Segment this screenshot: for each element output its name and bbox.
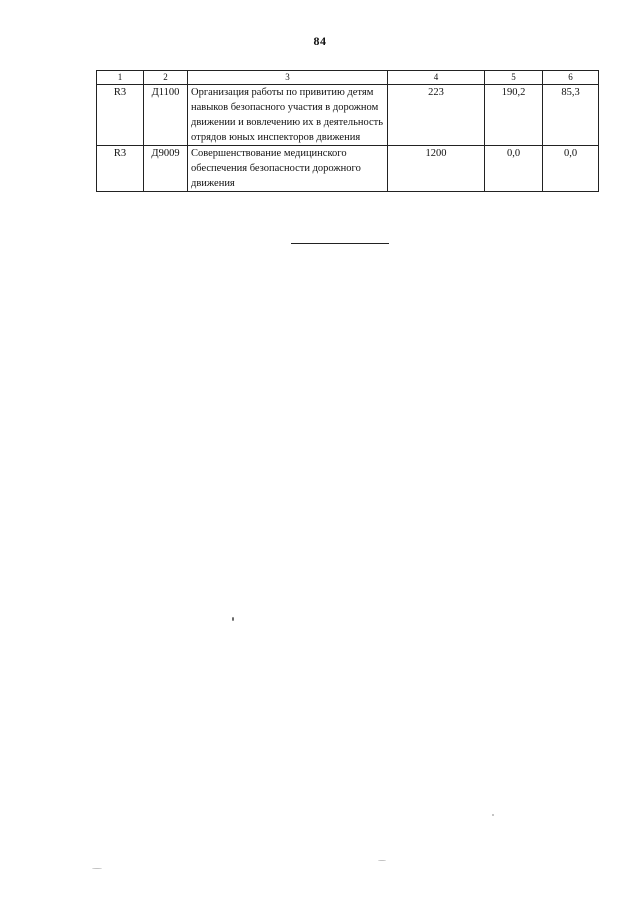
table-row (97, 146, 599, 192)
end-rule (291, 243, 389, 244)
column-header: 5 (485, 71, 543, 85)
row-code: R3 (97, 146, 144, 192)
row-value-col4: 1200 (388, 146, 485, 192)
column-header: 4 (388, 71, 485, 85)
column-header: 6 (543, 71, 599, 85)
row-value-col5: 190,2 (485, 85, 543, 146)
column-header: 1 (97, 71, 144, 85)
page-number: 84 (313, 34, 327, 48)
scan-speck (92, 868, 102, 869)
table-row (97, 85, 599, 146)
column-header: 3 (188, 71, 388, 85)
row-description: Совершенствование медицинского обеспечения безопасности дорожного движения (188, 146, 388, 192)
scan-speck (232, 617, 234, 621)
row-value-col5: 0,0 (485, 146, 543, 192)
row-id: Д1100 (144, 85, 188, 146)
scan-speck (378, 860, 386, 861)
row-id: Д9009 (144, 146, 188, 192)
column-header: 2 (144, 71, 188, 85)
row-code: R3 (97, 85, 144, 146)
row-value-col4: 223 (388, 85, 485, 146)
table-header-row (97, 71, 599, 85)
scan-speck (492, 814, 494, 816)
row-description: Организация работы по привитию детям навыков безопасного участия в дорожном движении и вовлечению их в деятельность отрядов юных инспекторов движения (188, 85, 388, 146)
row-value-col6: 0,0 (543, 146, 599, 192)
data-table (96, 70, 599, 192)
row-value-col6: 85,3 (543, 85, 599, 146)
